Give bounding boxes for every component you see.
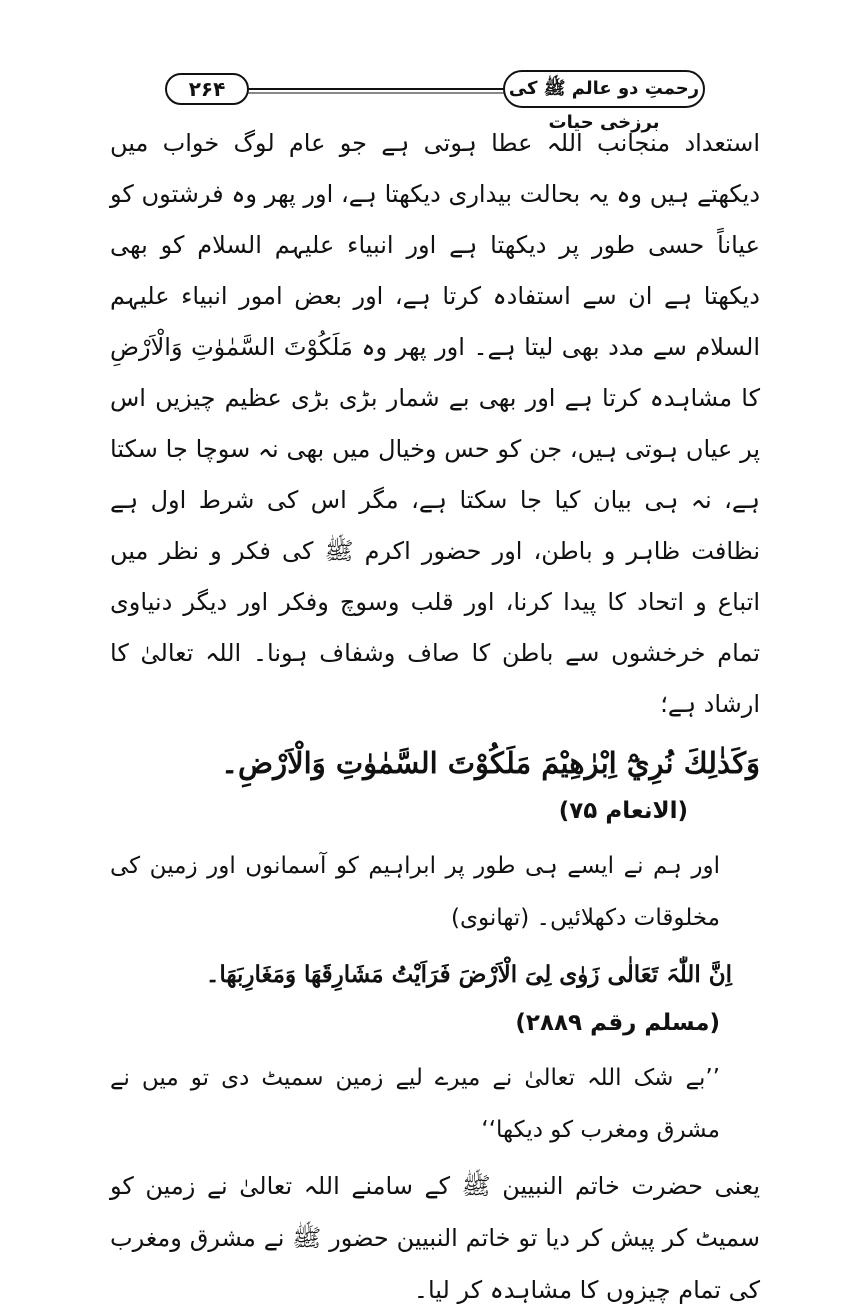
hadith-translation: ’’بے شک اللہ تعالیٰ نے میرے لیے زمین سمیٹ دی تو میں نے مشرق ومغرب کو دیکھا‘‘ [110,1065,720,1143]
quran-verse: وَكَذٰلِكَ نُرِيْٓ اِبْرٰهِيْمَ مَلَكُوْتَ السَّمٰوٰتِ وَالْاَرْضِ۔ [221,746,760,780]
paragraph-intro: استعداد منجانب اللہ عطا ہوتی ہے جو عام لوگ خواب میں دیکھتے ہیں وہ یہ بحالت بیداری دیکھتا ہے، اور پھر وہ فرشتوں کو عیاناً حسی طور پر دیکھتا ہے اور انبیاء علیہم السلام کو بھی دیکھتا ہے ان سے استفادہ کرتا ہے، اور بعض امور انبیاء علیہم السلام سے مدد بھی لیتا ہے۔ اور پھر وہ مَلَكُوْتَ السَّمٰوٰتِ وَالْاَرْضِ کا مشاہدہ کرتا ہے اور بھی بے شمار بڑی بڑی عظیم چیزیں اس پر عیاں ہوتی ہیں، جن کو حس وخیال میں بھی نہ سوچا جا سکتا ہے، نہ ہی بیان کیا جا سکتا ہے، مگر اس کی شرط اول ہے نظافت ظاہر و باطن، اور حضور اکرم ﷺ کی فکر و نظر میں اتباع و اتحاد کا پیدا کرنا، اور قلب وسوچ وفکر اور دیگر دنیاوی تمام خرخشوں سے باطن کا صاف وشفاف ہونا۔ اللہ تعالیٰ کا ارشاد ہے؛ [110,129,760,718]
running-title: رحمتِ دو عالم ﷺ کی برزخی حیات [508,78,700,133]
paragraph-conclusion: یعنی حضرت خاتم النبیین ﷺ کے سامنے اللہ تعالیٰ نے زمین کو سمیٹ کر پیش کر دیا تو خاتم النبیین حضور ﷺ نے مشرق ومغرب کی تمام چیزوں کا مشاہدہ کر لیا۔ [110,1172,760,1304]
page-body [110,118,760,1316]
verse-reference: (الانعام ۷۵) [558,798,688,824]
hadith-reference: (مسلم رقم ۲۸۸۹) [515,1010,720,1036]
page-number: ۲۶۴ [188,77,226,101]
hadith-text: اِنَّ اللّٰہَ تَعَالٰی زَوٰی لِیَ الْاَرْضَ فَرَاَیْتُ مَشَارِقَهَا وَمَغَارِبَهَا۔ [205,961,732,988]
page-header [158,66,714,133]
verse-translation: اور ہم نے ایسے ہی طور پر ابراہیم کو آسمانوں اور زمین کی مخلوقات دکھلائیں۔ (تھانوی) [110,853,720,931]
